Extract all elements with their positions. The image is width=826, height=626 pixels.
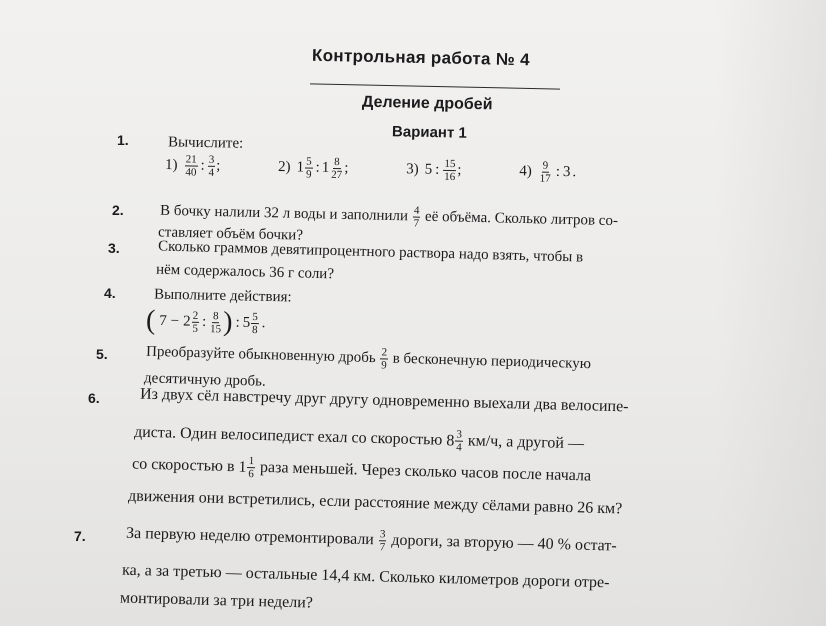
fraction: $\frac{9}{17}$ — [539, 159, 551, 185]
problem-text-line: монтировали за три недели? — [119, 589, 314, 612]
title-underline — [310, 83, 560, 89]
problem-text-line: Из двух сёл навстречу друг другу одновременно выехали два велосипе- — [139, 385, 629, 416]
page-title: Контрольная работа № 4 — [311, 45, 531, 70]
exercise-item: 1) $\frac{21}{40}$ : $\frac{3}{4}$ ; — [164, 153, 221, 179]
mixed-number: 2 $\frac{2}{5}$ — [182, 309, 199, 335]
problem-text-line: Сколько граммов девятипроцентного раствора надо взять, чтобы в — [157, 238, 584, 266]
fraction: $\frac{8}{15}$ — [209, 309, 222, 335]
fraction: $\frac{3}{7}$ — [379, 528, 386, 554]
mixed-number: 1 $\frac{8}{27}$ — [321, 155, 343, 182]
exercise-item: 3) 5 : $\frac{15}{16}$ ; — [406, 157, 462, 184]
item-label: 4) — [519, 163, 532, 180]
problem-text-line: За первую неделю отремонтировали $\frac{3}{7}$ дороги, за вторую — 40 % остат- — [125, 524, 617, 555]
problem-number: 6. — [88, 390, 100, 406]
item-label: 1) — [164, 157, 178, 174]
mixed-number: 5 $\frac{5}{8}$ — [242, 310, 258, 336]
problem-text-line: В бочку налили 32 л воды и заполнили $\frac{4}{7}$ её объёма. Сколько литров со- — [159, 202, 619, 230]
problem-number: 2. — [112, 202, 124, 218]
fraction: $\frac{3}{4}$ — [208, 153, 215, 179]
exercise-row — [165, 153, 621, 186]
fraction: $\frac{2}{9}$ — [381, 346, 388, 372]
fraction: $\frac{15}{16}$ — [444, 157, 456, 184]
problem-text-line: со скоростью в 1 $\frac{1}{6}$ раза меньшей. Через сколько часов после начала — [131, 455, 592, 485]
problem-text-line: ка, а за третью — остальные 14,4 км. Сколько километров дороги отре- — [121, 561, 610, 592]
problem-number: 1. — [117, 132, 129, 148]
mixed-number: 1 $\frac{1}{6}$ — [238, 455, 255, 481]
exercise-item: 4) $\frac{9}{17}$ : 3 . — [519, 159, 577, 185]
problem-text: Вычислите: — [167, 134, 244, 152]
problem-text-line: нём содержалось 36 г соли? — [155, 261, 335, 283]
variant-label: Вариант 1 — [391, 123, 467, 142]
problem-text-line: ставляет объём бочки? — [157, 224, 304, 244]
mixed-number: 1 $\frac{5}{9}$ — [296, 155, 312, 181]
exercise-item: 2) 1 $\frac{5}{9}$ : 1 $\frac{8}{27}$ ; — [277, 155, 349, 182]
fraction: $\frac{21}{40}$ — [185, 153, 197, 179]
problem-text-line: Выполните действия: — [153, 286, 292, 306]
problem-text-line: Преобразуйте обыкновенную дробь $\frac{2}{9}$ в бесконечную периодическую — [145, 343, 592, 373]
item-label: 2) — [277, 159, 291, 176]
mixed-number: 8 $\frac{3}{4}$ — [446, 428, 463, 454]
problem-number: 7. — [74, 528, 86, 544]
problem-text-line: движения они встретились, если расстояние между сёлами равно 26 км? — [127, 487, 623, 518]
expression: ( 7 − 2 $\frac{2}{5}$ : $\frac{8}{15}$ ) : 5 $\frac{5}{8}$ . — [145, 304, 266, 338]
problem-number: 3. — [108, 240, 120, 256]
problem-number: 4. — [104, 285, 116, 301]
problem-text-line: десятичную дробь. — [143, 370, 266, 390]
page-subtitle: Деление дробей — [361, 93, 493, 114]
problem-text-line: диста. Один велосипедист ехал со скоростью 8 $\frac{3}{4}$ км/ч, а другой — — [133, 423, 585, 454]
item-label: 3) — [406, 161, 419, 178]
problem-number: 5. — [96, 346, 108, 362]
fraction: $\frac{4}{7}$ — [413, 204, 420, 230]
